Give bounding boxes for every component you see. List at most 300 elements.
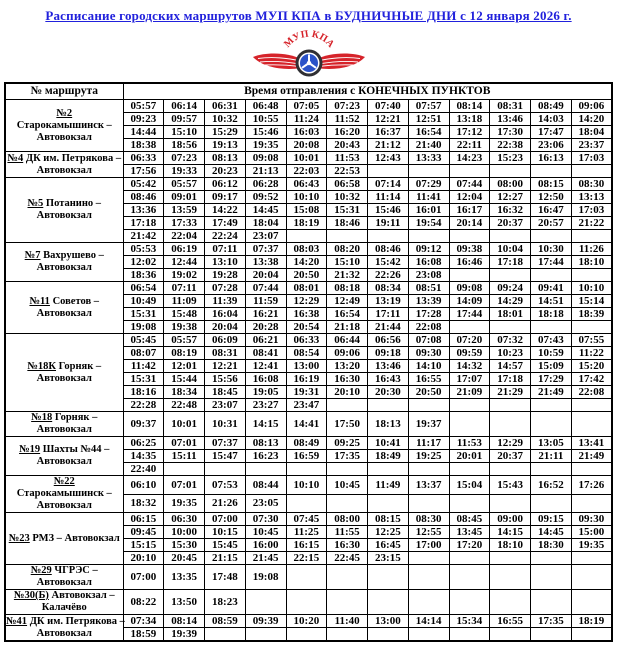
time-cell: 12:44 bbox=[164, 256, 205, 269]
time-cell: 09:06 bbox=[327, 347, 368, 360]
time-cell: 23:07 bbox=[205, 399, 246, 412]
time-cell: 09:24 bbox=[490, 282, 531, 295]
route-number: №29 bbox=[30, 565, 52, 576]
time-cell: 19:33 bbox=[164, 165, 205, 178]
logo-text: МУП КПА bbox=[281, 28, 336, 50]
empty-cell bbox=[531, 552, 572, 565]
time-cell: 08:59 bbox=[205, 615, 246, 628]
time-cell: 07:28 bbox=[205, 282, 246, 295]
route-number: №18 bbox=[31, 412, 53, 423]
time-cell: 16:04 bbox=[205, 308, 246, 321]
time-cell: 08:13 bbox=[245, 437, 286, 450]
time-cell: 21:29 bbox=[490, 386, 531, 399]
time-cell: 11:09 bbox=[164, 295, 205, 308]
time-cell: 09:08 bbox=[245, 152, 286, 165]
time-cell: 11:26 bbox=[571, 243, 612, 256]
time-cell: 23:05 bbox=[245, 494, 286, 513]
empty-cell bbox=[531, 463, 572, 476]
time-cell: 10:32 bbox=[327, 191, 368, 204]
time-cell: 22:08 bbox=[571, 386, 612, 399]
time-cell: 10:20 bbox=[286, 615, 327, 628]
empty-cell bbox=[490, 494, 531, 513]
time-cell: 14:20 bbox=[571, 113, 612, 126]
time-cell: 15:42 bbox=[368, 256, 409, 269]
time-cell: 14:22 bbox=[205, 204, 246, 217]
route-number: №23 bbox=[8, 532, 30, 544]
time-cell: 20:45 bbox=[164, 552, 205, 565]
time-cell: 10:10 bbox=[286, 191, 327, 204]
time-cell: 13:33 bbox=[408, 152, 449, 165]
empty-cell bbox=[245, 590, 286, 615]
time-cell: 13:41 bbox=[571, 437, 612, 450]
time-cell: 05:53 bbox=[123, 243, 164, 256]
time-cell: 19:54 bbox=[408, 217, 449, 230]
empty-cell bbox=[408, 590, 449, 615]
route-name-cell: №7 Вахрушево – Автовокзал bbox=[5, 243, 123, 282]
route-number: №41 bbox=[6, 615, 28, 627]
schedule-row bbox=[5, 282, 612, 295]
time-cell: 11:53 bbox=[449, 437, 490, 450]
time-cell: 17:42 bbox=[571, 373, 612, 386]
time-cell: 20:30 bbox=[368, 386, 409, 399]
empty-cell bbox=[531, 269, 572, 282]
time-cell: 19:08 bbox=[123, 321, 164, 334]
time-cell: 12:49 bbox=[327, 295, 368, 308]
timetable bbox=[4, 82, 613, 642]
empty-cell bbox=[571, 269, 612, 282]
time-cell: 16:30 bbox=[327, 373, 368, 386]
empty-cell bbox=[490, 552, 531, 565]
time-cell: 08:14 bbox=[449, 100, 490, 113]
time-cell: 21:15 bbox=[205, 552, 246, 565]
time-cell: 16:32 bbox=[490, 204, 531, 217]
time-cell: 16:00 bbox=[245, 539, 286, 552]
empty-cell bbox=[571, 565, 612, 590]
time-cell: 10:45 bbox=[245, 526, 286, 539]
time-cell: 17:33 bbox=[164, 217, 205, 230]
time-cell: 23:15 bbox=[368, 552, 409, 565]
time-cell: 21:32 bbox=[327, 269, 368, 282]
empty-cell bbox=[408, 399, 449, 412]
time-cell: 21:22 bbox=[571, 217, 612, 230]
schedule-row bbox=[5, 476, 612, 495]
time-cell: 21:18 bbox=[327, 321, 368, 334]
time-cell: 11:22 bbox=[571, 347, 612, 360]
empty-cell bbox=[571, 494, 612, 513]
time-cell: 12:01 bbox=[164, 360, 205, 373]
time-cell: 15:31 bbox=[123, 308, 164, 321]
time-cell: 10:55 bbox=[245, 113, 286, 126]
time-cell: 14:23 bbox=[449, 152, 490, 165]
time-cell: 10:15 bbox=[205, 526, 246, 539]
empty-cell bbox=[327, 494, 368, 513]
time-cell: 11:49 bbox=[368, 476, 409, 495]
time-cell: 19:25 bbox=[408, 450, 449, 463]
time-cell: 06:12 bbox=[205, 178, 246, 191]
time-cell: 07:00 bbox=[205, 513, 246, 526]
time-cell: 10:41 bbox=[368, 437, 409, 450]
time-cell: 12:43 bbox=[368, 152, 409, 165]
empty-cell bbox=[368, 628, 409, 642]
time-cell: 09:37 bbox=[123, 412, 164, 437]
time-cell: 22:11 bbox=[449, 139, 490, 152]
time-cell: 20:04 bbox=[245, 269, 286, 282]
time-cell: 18:19 bbox=[571, 615, 612, 628]
time-cell: 13:59 bbox=[164, 204, 205, 217]
time-cell: 09:41 bbox=[531, 282, 572, 295]
empty-cell bbox=[286, 494, 327, 513]
empty-cell bbox=[164, 463, 205, 476]
time-cell: 08:00 bbox=[490, 178, 531, 191]
time-cell: 18:36 bbox=[123, 269, 164, 282]
time-cell: 16:46 bbox=[449, 256, 490, 269]
time-cell: 14:45 bbox=[531, 526, 572, 539]
mup-kpa-emblem-icon bbox=[250, 25, 368, 81]
time-cell: 06:31 bbox=[205, 100, 246, 113]
time-cell: 08:18 bbox=[327, 282, 368, 295]
time-cell: 08:01 bbox=[286, 282, 327, 295]
time-cell: 17:35 bbox=[531, 615, 572, 628]
time-cell: 19:35 bbox=[164, 494, 205, 513]
time-cell: 10:01 bbox=[164, 412, 205, 437]
time-cell: 08:30 bbox=[571, 178, 612, 191]
time-cell: 09:08 bbox=[449, 282, 490, 295]
time-cell: 12:55 bbox=[408, 526, 449, 539]
time-cell: 23:47 bbox=[286, 399, 327, 412]
schedule-row bbox=[5, 100, 612, 113]
empty-cell bbox=[531, 565, 572, 590]
time-cell: 06:43 bbox=[286, 178, 327, 191]
time-cell: 13:18 bbox=[449, 113, 490, 126]
time-cell: 09:23 bbox=[123, 113, 164, 126]
time-cell: 23:08 bbox=[408, 269, 449, 282]
time-cell: 17:18 bbox=[490, 373, 531, 386]
time-cell: 07:57 bbox=[408, 100, 449, 113]
time-cell: 16:54 bbox=[327, 308, 368, 321]
empty-cell bbox=[408, 628, 449, 642]
time-cell: 07:01 bbox=[164, 437, 205, 450]
time-cell: 16:55 bbox=[408, 373, 449, 386]
time-cell: 10:30 bbox=[531, 243, 572, 256]
time-cell: 15:46 bbox=[368, 204, 409, 217]
time-cell: 08:51 bbox=[408, 282, 449, 295]
empty-cell bbox=[205, 628, 246, 642]
route-number: №19 bbox=[19, 444, 41, 455]
time-cell: 12:51 bbox=[408, 113, 449, 126]
time-cell: 14:32 bbox=[449, 360, 490, 373]
time-cell: 09:59 bbox=[449, 347, 490, 360]
time-cell: 23:37 bbox=[571, 139, 612, 152]
empty-cell bbox=[327, 463, 368, 476]
time-cell: 19:35 bbox=[245, 139, 286, 152]
time-cell: 11:41 bbox=[408, 191, 449, 204]
empty-cell bbox=[245, 463, 286, 476]
time-cell: 09:30 bbox=[408, 347, 449, 360]
time-cell: 16:55 bbox=[490, 615, 531, 628]
route-name-cell: №30(Б) Автовокзал – Калачёво bbox=[5, 590, 123, 615]
time-cell: 18:56 bbox=[164, 139, 205, 152]
time-cell: 23:06 bbox=[531, 139, 572, 152]
time-cell: 06:33 bbox=[286, 334, 327, 347]
schedule-row bbox=[5, 412, 612, 437]
time-cell: 15:43 bbox=[490, 476, 531, 495]
time-cell: 10:00 bbox=[164, 526, 205, 539]
time-cell: 09:00 bbox=[490, 513, 531, 526]
time-cell: 13:37 bbox=[408, 476, 449, 495]
time-cell: 17:26 bbox=[571, 476, 612, 495]
time-cell: 15:45 bbox=[205, 539, 246, 552]
time-cell: 18:01 bbox=[490, 308, 531, 321]
time-cell: 08:46 bbox=[123, 191, 164, 204]
empty-cell bbox=[571, 463, 612, 476]
time-cell: 08:31 bbox=[205, 347, 246, 360]
time-cell: 12:25 bbox=[368, 526, 409, 539]
time-cell: 14:35 bbox=[123, 450, 164, 463]
schedule-row bbox=[5, 437, 612, 450]
empty-cell bbox=[449, 552, 490, 565]
time-cell: 20:10 bbox=[327, 386, 368, 399]
empty-cell bbox=[368, 565, 409, 590]
time-cell: 05:57 bbox=[123, 100, 164, 113]
empty-cell bbox=[368, 590, 409, 615]
time-cell: 22:45 bbox=[327, 552, 368, 565]
time-cell: 17:44 bbox=[449, 308, 490, 321]
route-name-cell: №29 ЧГРЭС – Автовокзал bbox=[5, 565, 123, 590]
time-cell: 08:13 bbox=[205, 152, 246, 165]
time-cell: 22:03 bbox=[286, 165, 327, 178]
time-cell: 13:38 bbox=[245, 256, 286, 269]
time-cell: 07:43 bbox=[531, 334, 572, 347]
time-cell: 13:05 bbox=[531, 437, 572, 450]
empty-cell bbox=[571, 230, 612, 243]
schedule-row bbox=[5, 513, 612, 526]
time-cell: 07:37 bbox=[205, 437, 246, 450]
time-cell: 23:27 bbox=[245, 399, 286, 412]
time-cell: 17:29 bbox=[531, 373, 572, 386]
time-cell: 15:10 bbox=[327, 256, 368, 269]
time-cell: 08:34 bbox=[368, 282, 409, 295]
time-cell: 15:14 bbox=[571, 295, 612, 308]
time-cell: 09:01 bbox=[164, 191, 205, 204]
empty-cell bbox=[449, 165, 490, 178]
time-cell: 17:48 bbox=[205, 565, 246, 590]
time-cell: 22:28 bbox=[123, 399, 164, 412]
time-cell: 09:06 bbox=[571, 100, 612, 113]
time-cell: 22:40 bbox=[123, 463, 164, 476]
time-cell: 14:45 bbox=[245, 204, 286, 217]
route-number: №5 bbox=[27, 198, 44, 209]
time-cell: 17:47 bbox=[531, 126, 572, 139]
time-cell: 14:03 bbox=[531, 113, 572, 126]
table-header-row bbox=[5, 83, 612, 100]
time-cell: 07:44 bbox=[245, 282, 286, 295]
empty-cell bbox=[286, 590, 327, 615]
time-cell: 15:29 bbox=[205, 126, 246, 139]
time-cell: 10:01 bbox=[286, 152, 327, 165]
time-cell: 13:46 bbox=[490, 113, 531, 126]
empty-cell bbox=[368, 494, 409, 513]
time-cell: 16:13 bbox=[531, 152, 572, 165]
time-cell: 10:04 bbox=[490, 243, 531, 256]
time-cell: 08:45 bbox=[449, 513, 490, 526]
schedule-row bbox=[5, 590, 612, 615]
empty-cell bbox=[449, 628, 490, 642]
empty-cell bbox=[571, 552, 612, 565]
time-cell: 18:04 bbox=[245, 217, 286, 230]
time-cell: 18:32 bbox=[123, 494, 164, 513]
empty-cell bbox=[490, 165, 531, 178]
time-cell: 06:21 bbox=[245, 334, 286, 347]
time-cell: 16:43 bbox=[368, 373, 409, 386]
time-cell: 22:24 bbox=[205, 230, 246, 243]
time-cell: 09:39 bbox=[245, 615, 286, 628]
time-cell: 21:49 bbox=[571, 450, 612, 463]
time-cell: 10:23 bbox=[490, 347, 531, 360]
time-cell: 05:42 bbox=[123, 178, 164, 191]
time-cell: 06:48 bbox=[245, 100, 286, 113]
route-name-cell: №22 Старокамышинск – Автовокзал bbox=[5, 476, 123, 513]
time-cell: 17:18 bbox=[123, 217, 164, 230]
time-cell: 21:13 bbox=[245, 165, 286, 178]
empty-cell bbox=[571, 321, 612, 334]
time-cell: 21:26 bbox=[205, 494, 246, 513]
time-cell: 22:26 bbox=[368, 269, 409, 282]
route-name-cell: №2 Старокамышинск – Автовокзал bbox=[5, 100, 123, 152]
time-cell: 21:12 bbox=[368, 139, 409, 152]
time-cell: 14:57 bbox=[490, 360, 531, 373]
time-cell: 15:44 bbox=[164, 373, 205, 386]
time-cell: 18:19 bbox=[286, 217, 327, 230]
time-cell: 17:56 bbox=[123, 165, 164, 178]
time-cell: 20:54 bbox=[286, 321, 327, 334]
time-cell: 07:23 bbox=[164, 152, 205, 165]
time-cell: 07:32 bbox=[490, 334, 531, 347]
time-cell: 13:50 bbox=[164, 590, 205, 615]
time-cell: 18:34 bbox=[164, 386, 205, 399]
empty-cell bbox=[368, 463, 409, 476]
time-cell: 18:10 bbox=[490, 539, 531, 552]
time-cell: 14:20 bbox=[286, 256, 327, 269]
time-cell: 16:47 bbox=[531, 204, 572, 217]
time-cell: 20:10 bbox=[123, 552, 164, 565]
empty-cell bbox=[368, 399, 409, 412]
route-name-cell: №41 ДК им. Петрякова – Автовокзал bbox=[5, 615, 123, 642]
time-cell: 09:18 bbox=[368, 347, 409, 360]
time-cell: 06:54 bbox=[123, 282, 164, 295]
time-cell: 15:23 bbox=[490, 152, 531, 165]
time-cell: 12:41 bbox=[245, 360, 286, 373]
time-cell: 16:15 bbox=[286, 539, 327, 552]
empty-cell bbox=[571, 412, 612, 437]
time-cell: 09:45 bbox=[123, 526, 164, 539]
empty-cell bbox=[490, 628, 531, 642]
time-cell: 07:11 bbox=[164, 282, 205, 295]
route-number: №30(Б) bbox=[13, 590, 49, 601]
time-cell: 10:31 bbox=[205, 412, 246, 437]
time-cell: 13:36 bbox=[123, 204, 164, 217]
svg-text:МУП КПА bbox=[281, 29, 336, 51]
time-cell: 20:50 bbox=[286, 269, 327, 282]
time-cell: 19:05 bbox=[245, 386, 286, 399]
time-cell: 05:57 bbox=[164, 178, 205, 191]
time-cell: 17:07 bbox=[449, 373, 490, 386]
time-cell: 08:49 bbox=[531, 100, 572, 113]
time-cell: 13:20 bbox=[327, 360, 368, 373]
empty-cell bbox=[449, 230, 490, 243]
time-cell: 06:28 bbox=[245, 178, 286, 191]
time-cell: 16:19 bbox=[286, 373, 327, 386]
time-cell: 13:10 bbox=[205, 256, 246, 269]
empty-cell bbox=[490, 463, 531, 476]
time-cell: 18:46 bbox=[327, 217, 368, 230]
time-cell: 14:10 bbox=[408, 360, 449, 373]
empty-cell bbox=[408, 552, 449, 565]
time-cell: 15:15 bbox=[123, 539, 164, 552]
time-cell: 19:13 bbox=[205, 139, 246, 152]
time-cell: 07:53 bbox=[205, 476, 246, 495]
empty-cell bbox=[449, 321, 490, 334]
time-cell: 07:11 bbox=[205, 243, 246, 256]
empty-cell bbox=[368, 230, 409, 243]
time-cell: 14:51 bbox=[531, 295, 572, 308]
page-title[interactable]: Расписание городских маршрутов МУП КПА в БУДНИЧНЫЕ ДНИ с 12 января 2026 г. bbox=[45, 8, 572, 23]
time-cell: 17:00 bbox=[408, 539, 449, 552]
time-cell: 18:23 bbox=[205, 590, 246, 615]
time-cell: 17:35 bbox=[327, 450, 368, 463]
time-cell: 16:30 bbox=[327, 539, 368, 552]
time-cell: 16:21 bbox=[245, 308, 286, 321]
time-cell: 12:50 bbox=[531, 191, 572, 204]
time-cell: 12:29 bbox=[286, 295, 327, 308]
time-cell: 05:57 bbox=[164, 334, 205, 347]
time-cell: 08:54 bbox=[286, 347, 327, 360]
empty-cell bbox=[368, 165, 409, 178]
time-cell: 07:23 bbox=[327, 100, 368, 113]
time-cell: 16:23 bbox=[245, 450, 286, 463]
time-cell: 21:49 bbox=[531, 386, 572, 399]
time-cell: 11:53 bbox=[327, 152, 368, 165]
empty-cell bbox=[286, 628, 327, 642]
schedule-row bbox=[5, 565, 612, 590]
time-cell: 06:10 bbox=[123, 476, 164, 495]
route-number: №2 bbox=[56, 107, 73, 119]
route-name-cell: №11 Советов – Автовокзал bbox=[5, 282, 123, 334]
time-cell: 21:42 bbox=[123, 230, 164, 243]
time-cell: 08:15 bbox=[368, 513, 409, 526]
time-cell: 13:19 bbox=[368, 295, 409, 308]
time-cell: 19:28 bbox=[205, 269, 246, 282]
time-cell: 15:00 bbox=[571, 526, 612, 539]
time-cell: 15:48 bbox=[164, 308, 205, 321]
time-cell: 16:01 bbox=[408, 204, 449, 217]
empty-cell bbox=[571, 399, 612, 412]
time-cell: 19:31 bbox=[286, 386, 327, 399]
time-cell: 13:46 bbox=[368, 360, 409, 373]
time-cell: 20:23 bbox=[205, 165, 246, 178]
time-cell: 21:44 bbox=[368, 321, 409, 334]
time-cell: 08:20 bbox=[327, 243, 368, 256]
empty-cell bbox=[245, 628, 286, 642]
time-cell: 09:30 bbox=[571, 513, 612, 526]
empty-cell bbox=[449, 399, 490, 412]
time-cell: 23:07 bbox=[245, 230, 286, 243]
schedule-row bbox=[5, 334, 612, 347]
empty-cell bbox=[408, 165, 449, 178]
time-cell: 07:29 bbox=[408, 178, 449, 191]
time-cell: 15:46 bbox=[245, 126, 286, 139]
empty-cell bbox=[531, 494, 572, 513]
time-cell: 06:30 bbox=[164, 513, 205, 526]
